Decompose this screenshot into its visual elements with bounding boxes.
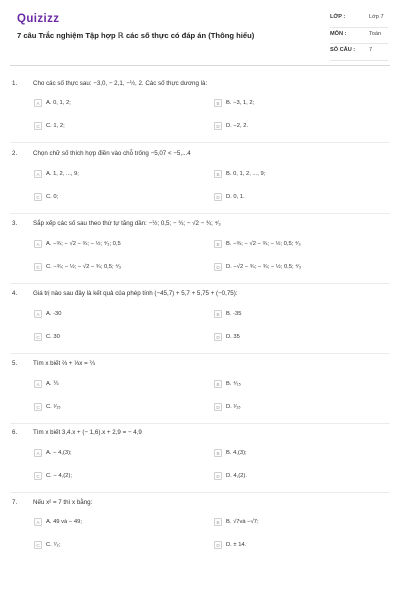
option-badge: C — [34, 403, 42, 411]
meta-key: SỐ CÂU : — [330, 47, 356, 53]
option-badge: A — [34, 170, 42, 178]
option-text: C. 0; — [46, 194, 59, 200]
option-text: D. 0, 1. — [226, 194, 245, 200]
option-text: C. ¹⁄₁₅ — [46, 404, 61, 410]
option-text: D. 35 — [226, 334, 240, 340]
option-badge: D — [214, 472, 222, 480]
option-text: D. ¹⁄₁₅ — [226, 404, 241, 410]
question-divider — [10, 353, 390, 354]
option-text: B. 4,(3); — [226, 450, 247, 456]
option-text: B. √7và −√7; — [226, 519, 259, 525]
option-badge: B — [214, 310, 222, 318]
option-badge: A — [34, 449, 42, 457]
meta-row-count — [330, 44, 388, 61]
option-badge: D — [214, 263, 222, 271]
option-badge: A — [34, 99, 42, 107]
option-badge: B — [214, 99, 222, 107]
option-d[interactable] — [214, 401, 241, 413]
option-badge: B — [214, 518, 222, 526]
option-badge: D — [214, 333, 222, 341]
option-badge: A — [34, 240, 42, 248]
option-badge: B — [214, 380, 222, 388]
option-b[interactable] — [214, 447, 247, 459]
option-text: A. -30 — [46, 311, 62, 317]
question-number: 7. — [12, 499, 18, 506]
option-b[interactable] — [214, 516, 259, 528]
option-badge: A — [34, 380, 42, 388]
option-c[interactable] — [34, 261, 121, 273]
option-badge: A — [34, 310, 42, 318]
option-badge: C — [34, 472, 42, 480]
option-text: A. 49 và − 49; — [46, 519, 82, 525]
option-badge: C — [34, 333, 42, 341]
meta-table — [330, 11, 388, 61]
option-badge: C — [34, 193, 42, 201]
question-divider — [10, 142, 390, 143]
meta-key: MÔN : — [330, 30, 347, 37]
question-text: Tìm x biết ⅔ + ⅓x = ⅖ — [33, 360, 96, 367]
option-text: D. ± 14. — [226, 542, 247, 548]
option-text: A. 1, 2, ..., 9; — [46, 171, 79, 177]
meta-value: Toán — [369, 30, 382, 37]
option-badge: D — [214, 122, 222, 130]
option-text: C. 1, 2; — [46, 123, 65, 129]
option-c[interactable] — [34, 470, 72, 482]
question-divider — [10, 283, 390, 284]
option-b[interactable] — [214, 378, 241, 390]
option-a[interactable] — [34, 308, 61, 320]
meta-row-subject — [330, 28, 388, 45]
option-badge: D — [214, 403, 222, 411]
option-text: D. −√2 − ¾; − ¾; − ½; 0,5; ⁴⁄₃ — [226, 264, 302, 270]
question-number: 4. — [12, 290, 18, 297]
option-badge: B — [214, 240, 222, 248]
option-a[interactable] — [34, 516, 82, 528]
meta-key: LỚP : — [330, 14, 346, 20]
option-a[interactable] — [34, 447, 72, 459]
meta-value: Lớp 7 — [369, 14, 384, 20]
question-number: 6. — [12, 429, 18, 436]
option-text: C. − 4,(2); — [46, 473, 72, 479]
option-text: A. 0, 1, 2; — [46, 100, 71, 106]
option-text: B. -35 — [226, 311, 242, 317]
option-text: C. 30 — [46, 334, 60, 340]
option-badge: B — [214, 449, 222, 457]
option-d[interactable] — [214, 331, 240, 343]
question-divider — [10, 423, 390, 424]
question-number: 2. — [12, 150, 18, 157]
option-text: D. 4,(2). — [226, 473, 247, 479]
option-badge: C — [34, 541, 42, 549]
option-text: C. −¾; − ½; − √2 − ¾; 0,5; ⁴⁄₃ — [46, 264, 122, 270]
option-badge: C — [34, 122, 42, 130]
meta-value: 7 — [369, 47, 373, 53]
option-c[interactable] — [34, 191, 58, 203]
meta-row-class — [330, 11, 388, 28]
option-d[interactable] — [214, 261, 301, 273]
option-badge: D — [214, 193, 222, 201]
option-a[interactable] — [34, 168, 79, 180]
option-text: B. −3, 1, 2; — [226, 100, 255, 106]
option-text: D. −2, 2. — [226, 123, 249, 129]
option-a[interactable] — [34, 238, 121, 250]
option-text: B. ⁴⁄₁₅ — [226, 381, 241, 387]
question-text: Giá trị nào sau đây là kết quả của phép tính (−45,7) + 5,7 + 5,75 + (−0,75): — [33, 290, 238, 297]
question-number: 5. — [12, 360, 18, 367]
option-c[interactable] — [34, 539, 60, 551]
option-text: A. ⅕ — [46, 381, 59, 387]
option-a[interactable] — [34, 97, 71, 109]
quizizz-logo: Quizizz — [17, 13, 60, 25]
option-c[interactable] — [34, 401, 61, 413]
question-number: 1. — [12, 80, 18, 87]
option-badge: C — [34, 263, 42, 271]
header-divider — [10, 65, 390, 66]
option-d[interactable] — [214, 470, 247, 482]
option-badge: D — [214, 541, 222, 549]
option-b[interactable] — [214, 168, 265, 180]
option-text: C. ⁷⁄₂; — [46, 542, 61, 548]
option-d[interactable] — [214, 191, 245, 203]
option-badge: B — [214, 170, 222, 178]
option-c[interactable] — [34, 120, 65, 132]
option-d[interactable] — [214, 539, 246, 551]
question-divider — [10, 492, 390, 493]
option-text: B. −¾; − √2 − ¾; − ½; 0,5; ⁴⁄₃ — [226, 241, 301, 247]
option-text: A. − 4,(3); — [46, 450, 72, 456]
option-a[interactable] — [34, 378, 59, 390]
option-b[interactable] — [214, 308, 241, 320]
page-title: 7 câu Trắc nghiệm Tập hợp ℝ các số thực có đáp án (Thông hiểu) — [17, 31, 255, 40]
option-b[interactable] — [214, 97, 254, 109]
option-badge: A — [34, 518, 42, 526]
option-text: B. 0, 1, 2, ..., 9; — [226, 171, 266, 177]
option-c[interactable] — [34, 331, 60, 343]
question-text: Nếu x² = 7 thì x bằng: — [33, 499, 93, 506]
question-text: Tìm x biết 3,4.x + (− 1,6).x + 2,9 = − 4,9 — [33, 429, 142, 436]
option-b[interactable] — [214, 238, 301, 250]
option-d[interactable] — [214, 120, 248, 132]
question-divider — [10, 213, 390, 214]
option-text: A. −¾; − √2 − ¾; − ½; ⁴⁄₃; 0,5 — [46, 241, 121, 247]
question-text: Cho các số thực sau: −3,0, − 2,1, −½, 2. Các số thực dương là: — [33, 80, 208, 87]
question-text: Chọn chữ số thích hợp điền vào chỗ trống −5,07 < −5,...4 — [33, 150, 191, 157]
question-number: 3. — [12, 220, 18, 227]
question-text: Sắp xếp các số sau theo thứ tự tăng dần: −½; 0,5; − ¾; − √2 − ¾; ⁴⁄₃ — [33, 220, 221, 227]
